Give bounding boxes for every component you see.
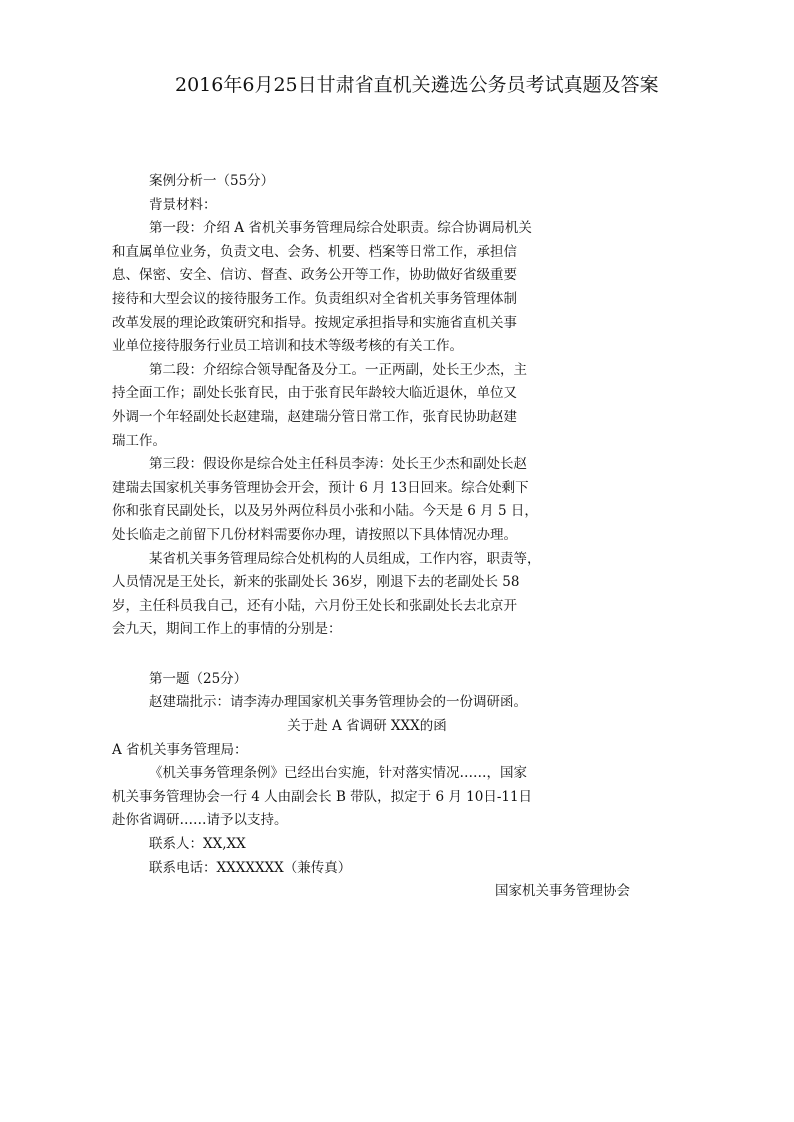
- text-line: 某省机关事务管理局综合处机构的人员组成，工作内容，职责等，: [149, 550, 541, 567]
- text-line: 第一段：介绍 A 省机关事务管理局综合处职责。综合协调局机关: [149, 220, 532, 237]
- question-1-heading: 第一题（25分）: [149, 670, 248, 687]
- text-line: 机关事务管理协会一行 4 人由副会长 B 带队，拟定于 6 月 10日-11日: [112, 788, 533, 805]
- text-line: 持全面工作；副处长张育民，由于张育民年龄较大临近退休，单位又: [112, 385, 517, 402]
- text-line: 《机关事务管理条例》已经出台实施，针对落实情况……，国家: [149, 765, 527, 782]
- question-1-instruction: 赵建瑞批示：请李涛办理国家机关事务管理协会的一份调研函。: [149, 694, 527, 711]
- paragraph-1: [112, 217, 582, 359]
- contact-person: 联系人：XX,XX: [149, 836, 246, 853]
- letter-signature: 国家机关事务管理协会: [495, 883, 630, 900]
- letter-title: 关于赴 A 省调研 XXX的函: [287, 718, 447, 735]
- paragraph-2: [112, 359, 582, 453]
- text-line: 第二段：介绍综合领导配备及分工。一正两副，处长王少杰，主: [149, 361, 527, 378]
- text-line: 改革发展的理论政策研究和指导。按规定承担指导和实施省直机关事: [112, 314, 517, 331]
- contact-phone: 联系电话：XXXXXXX（兼传真）: [149, 859, 352, 876]
- paragraph-4: [112, 548, 582, 642]
- text-line: 赴你省调研……请予以支持。: [112, 812, 288, 829]
- background-label: 背景材料：: [149, 196, 217, 213]
- document-body: [112, 170, 630, 904]
- letter-body: [112, 762, 582, 833]
- text-line: 瑞工作。: [112, 432, 166, 449]
- text-line: 外调一个年轻副处长赵建瑞，赵建瑞分管日常工作，张育民协助赵建: [112, 408, 517, 425]
- text-line: 和直属单位业务，负责文电、会务、机要、档案等日常工作，承担信: [112, 243, 517, 260]
- text-line: 会九天，期间工作上的事情的分别是：: [112, 621, 342, 638]
- text-line: 业单位接待服务行业员工培训和技术等级考核的有关工作。: [112, 338, 463, 355]
- text-line: 接待和大型会议的接待服务工作。负责组织对全省机关事务管理体制: [112, 290, 517, 307]
- text-line: 息、保密、安全、信访、督查、政务公开等工作，协助做好省级重要: [112, 267, 517, 284]
- section-heading: 案例分析一（55分）: [149, 173, 275, 189]
- text-line: 建瑞去国家机关事务管理协会开会，预计 6 月 13日回来。综合处剩下: [112, 479, 529, 496]
- text-line: 处长临走之前留下几份材料需要你办理，请按照以下具体情况办理。: [112, 526, 517, 543]
- page-title: 2016年6月25日甘肃省直机关遴选公务员考试真题及答案: [175, 74, 659, 96]
- text-line: 你和张育民副处长，以及另外两位科员小张和小陆。今天是 6 月 5 日，: [112, 503, 538, 520]
- text-line: 人员情况是王处长，新来的张副处长 36岁，刚退下去的老副处长 58: [112, 574, 520, 591]
- paragraph-3: [112, 453, 582, 547]
- text-line: 第三段：假设你是综合处主任科员李涛：处长王少杰和副处长赵: [149, 456, 527, 473]
- text-line: 岁，主任科员我自己，还有小陆，六月份王处长和张副处长去北京开: [112, 597, 517, 614]
- letter-addressee: A 省机关事务管理局：: [112, 741, 248, 758]
